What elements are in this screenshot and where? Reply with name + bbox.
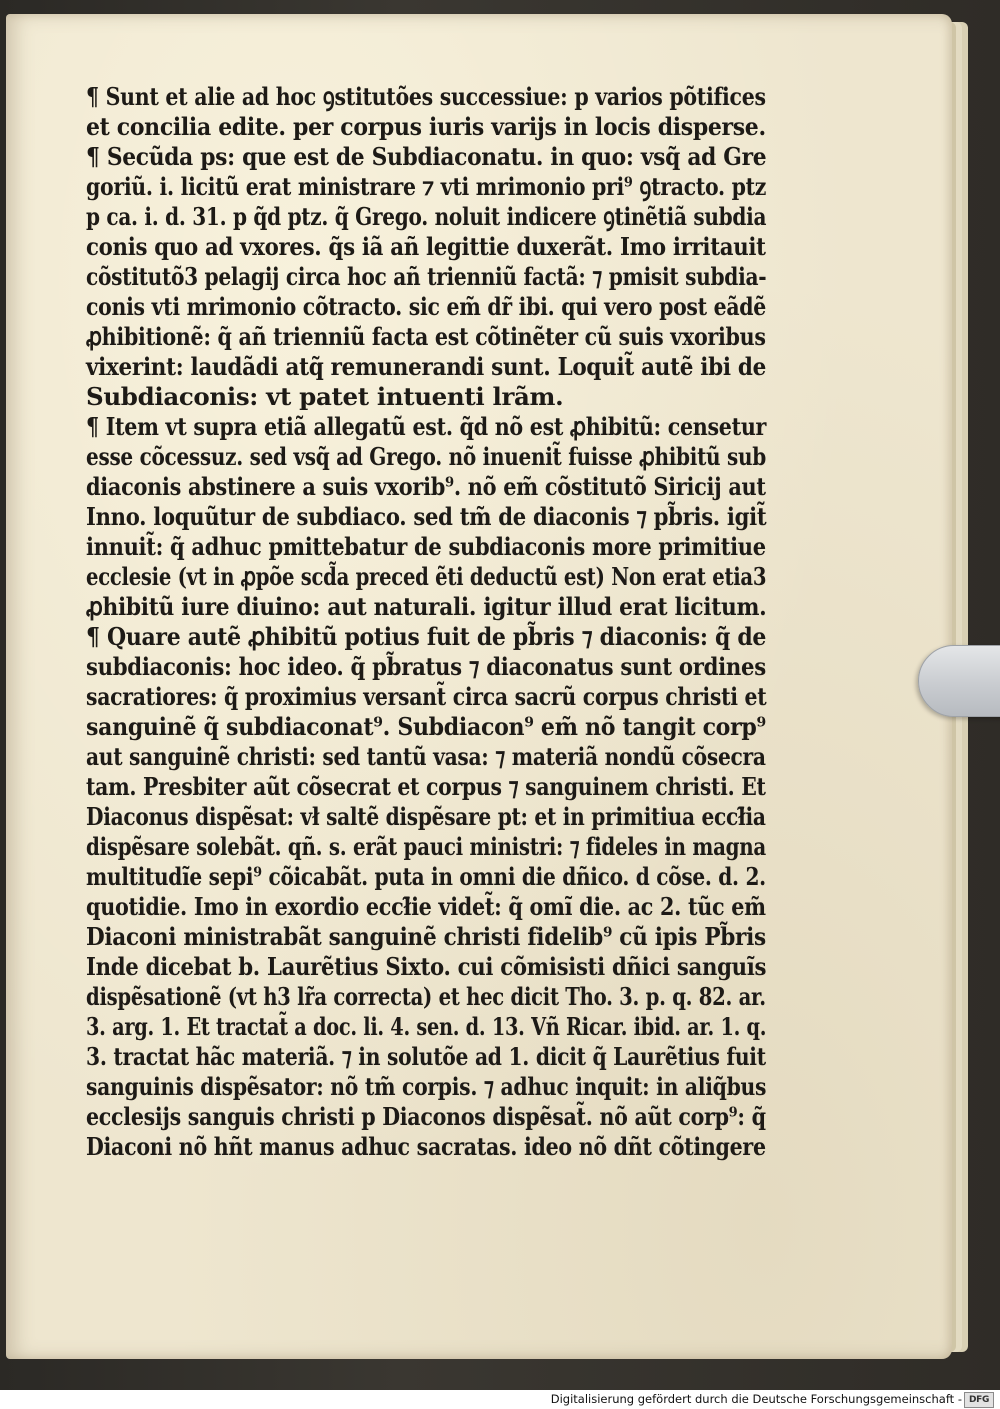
text-line: sacratiores: q̃ proximius versant̃ circa sacrũ corpus christi et bbox=[86, 682, 767, 711]
text-line: tam. Presbiter aũt cõsecrat et corpus ⁊ sanguinem christi. Et bbox=[86, 772, 766, 801]
text-line: sanguinẽ q̃ subdiaconat⁹. Subdiacon⁹ em̃ nõ tangit corp⁹ bbox=[86, 712, 766, 741]
text-line: et concilia edite. per corpus iuris varijs in locis disperse. bbox=[86, 112, 766, 141]
text-line: Diaconus dispẽsat: vł saltẽ dispẽsare pt: et in primitiua eccł̃ia bbox=[86, 802, 766, 831]
text-line: 3. arg. 1. Et tractat̃ a doc. li. 4. sen. d. 13. Vñ Ricar. ibid. ar. 1. q. bbox=[86, 1012, 767, 1041]
text-line: dispẽsationẽ (vt h3 lr̃a correcta) et hec dicit Tho. 3. p. q. 82. ar. bbox=[86, 982, 766, 1011]
funding-credit: Digitalisierung gefördert durch die Deutsche Forschungsgemeinschaft - bbox=[550, 1392, 962, 1406]
text-line: 3. tractat hãc materiã. ⁊ in solutõe ad 1. dicit q̃ Laurẽtius fuit bbox=[86, 1042, 766, 1071]
text-line: p ca. i. d. 31. p q̃d ptz. q̃ Grego. noluit indicere ꝯtinẽtiã subdia bbox=[86, 202, 767, 231]
text-line: Subdiaconis: vt patet intuenti lrãm. bbox=[86, 382, 564, 411]
text-line: conis vti mrimonio cõtracto. sic em̃ dr̃ ibi. qui vero post eãdẽ bbox=[86, 292, 766, 321]
page-clip bbox=[918, 645, 1000, 717]
text-line: ¶ Quare autẽ ꝓhibitũ potius fuit de pb̃ris ⁊ diaconis: q̃ de bbox=[86, 622, 767, 651]
text-line: quotidie. Imo in exordio eccł̃ie videt̃: q̃ omĩ die. ac 2. tũc em̃ bbox=[86, 892, 766, 921]
text-line: Inde dicebat b. Laurẽtius Sixto. cui cõmisisti dñici sanguĩs bbox=[86, 952, 767, 981]
text-line: vixerint: laudãdi atq̃ remunerandi sunt. Loquit̃ autẽ ibi de bbox=[86, 352, 766, 381]
text-line: sanguinis dispẽsator: nõ tm̃ corpis. ⁊ adhuc inquit: in aliq̃bus bbox=[86, 1072, 767, 1101]
text-line: goriũ. i. licitũ erat ministrare ⁊ vti mrimonio pri⁹ ꝯtracto. ptz bbox=[86, 172, 767, 201]
text-line: dispẽsare solebãt. qñ. s. erãt pauci ministri: ⁊ fideles in magna bbox=[86, 832, 766, 861]
text-line: aut sanguinẽ christi: sed tantũ vasa: ⁊ materiã nondũ cõsecra bbox=[86, 742, 766, 771]
text-line: ¶ Item vt supra etiã allegatũ est. q̃d nõ est ꝓhibitũ: censetur bbox=[86, 412, 767, 441]
text-line: innuit̃: q̃ adhuc pmittebatur de subdiaconis more primitiue bbox=[86, 532, 766, 561]
text-line: Inno. loquũtur de subdiaco. sed tm̃ de diaconis ⁊ pb̃ris. igit̃ bbox=[86, 502, 767, 531]
text-line: ecclesie (vt in ꝓpõe scd̃a preced ẽti deductũ est) Non erat etia3 bbox=[86, 562, 767, 591]
text-line: Diaconi ministrabãt sanguinẽ christi fidelib⁹ cũ ipis Pb̃ris bbox=[86, 922, 766, 951]
text-line: Diaconi nõ hñt manus adhuc sacratas. ideo nõ dñt cõtingere bbox=[86, 1132, 766, 1161]
dfg-logo: DFG bbox=[964, 1392, 994, 1408]
text-line: ¶ Secũda ps: que est de Subdiaconatu. in quo: vsq̃ ad Gre bbox=[86, 142, 767, 171]
text-line: ecclesijs sanguis christi p Diaconos dispẽsat̃. nõ aũt corp⁹: q̃ bbox=[86, 1102, 766, 1131]
text-line: cõstitutõ3 pelagij circa hoc añ trienniũ factã: ⁊ pmisit subdia- bbox=[86, 262, 767, 291]
text-line: diaconis abstinere a suis vxorib⁹. nõ em̃ cõstitutõ Siricij aut bbox=[86, 472, 766, 501]
text-line: ¶ Sunt et alie ad hoc ꝯstitutões successiue: p varios põtifices bbox=[86, 82, 766, 111]
text-line: ꝓhibitionẽ: q̃ añ trienniũ facta est cõtinẽter cũ suis vxoribus bbox=[86, 322, 766, 351]
text-line: ꝓhibitũ iure diuino: aut naturali. igitur illud erat licitum. bbox=[86, 592, 767, 621]
text-line: subdiaconis: hoc ideo. q̃ pb̃ratus ⁊ diaconatus sunt ordines bbox=[86, 652, 766, 681]
text-line: multitudĩe sepi⁹ cõicabãt. puta in omni die dñico. d cõse. d. 2. bbox=[86, 862, 766, 891]
text-line: conis quo ad vxores. q̃s iã añ legittie duxerãt. Imo irritauit bbox=[86, 232, 766, 261]
text-line: esse cõcessuz. sed vsq̃ ad Grego. nõ inuenit̃ fuisse ꝓhibitũ sub bbox=[86, 442, 766, 471]
